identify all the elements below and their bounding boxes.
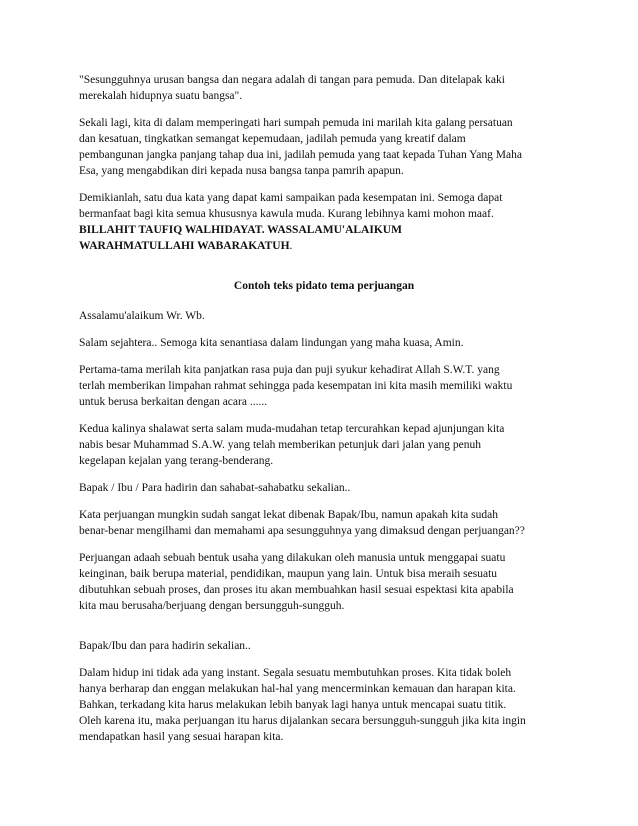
text-line: Oleh karena itu, maka perjuangan itu harus dijalankan secara bersungguh-sungguh jika kita ingin <box>79 715 526 727</box>
text-line: kita mau berusaha/berjuang dengan bersungguh-sungguh. <box>79 600 345 612</box>
closing-salutation-line: WARAHMATULLAHI WABARAKATUH <box>79 240 290 252</box>
paragraph-kata-perjuangan <box>79 507 569 539</box>
document-page <box>79 72 569 745</box>
paragraph-salam <box>79 335 569 351</box>
paragraph-dalam-hidup <box>79 665 569 745</box>
text-line: Salam sejahtera.. Semoga kita senantiasa dalam lindungan yang maha kuasa, Amin. <box>79 337 464 349</box>
text-line: Kedua kalinya shalawat serta salam muda-mudahan tetap tercurahkan kepad ajunjungan kita <box>79 423 505 435</box>
paragraph-bapak-ibu-hadirin <box>79 638 569 654</box>
paragraph-sumpah-pemuda <box>79 115 569 179</box>
closing-period: . <box>289 240 293 252</box>
text-line: Kata perjuangan mungkin sudah sangat lekat dibenak Bapak/Ibu, namun apakah kita sudah <box>79 509 498 521</box>
text-line: Dalam hidup ini tidak ada yang instant. Segala sesuatu membutuhkan proses. Kita tidak boleh <box>79 667 512 679</box>
text-line: keinginan, baik berupa material, pendidikan, maupun yang lain. Untuk bisa meraih sesuatu <box>79 568 498 580</box>
paragraph-bapak-ibu <box>79 480 569 496</box>
text-line: merekalah hidupnya suatu bangsa". <box>79 90 243 102</box>
text-line: Bahkan, terkadang kita harus melakukan lebih banyak lagi hanya untuk mencapai suatu titik. <box>79 699 507 711</box>
closing-salutation-line: BILLAHIT TAUFIQ WALHIDAYAT. WASSALAMU'ALAIKUM <box>79 224 402 236</box>
paragraph-pertama <box>79 362 569 410</box>
text-line: dibutuhkan sebuah proses, dan proses itu akan membuahkan hasil sesuai espektasi kita apabila <box>79 584 514 596</box>
text-line: Perjuangan adaah sebuah bentuk usaha yang dilakukan oleh manusia untuk menggapai suatu <box>79 552 506 564</box>
text-line: Esa, yang mengabdikan diri kepada nusa bangsa tanpa pamrih apapun. <box>79 165 404 177</box>
paragraph-kedua <box>79 421 569 469</box>
section-heading: Contoh teks pidato tema perjuangan <box>233 280 415 292</box>
text-line: dan kesatuan, tingkatkan semangat kepemudaan, jadilah pemuda yang kreatif dalam <box>79 133 466 145</box>
text-line: pembangunan jangka panjang tahap dua ini, jadilah pemuda yang taat kepada Tuhan Yang Maha <box>79 149 522 161</box>
text-line: bermanfaat bagi kita semua khususnya kawula muda. Kurang lebihnya kami mohon maaf. <box>79 208 494 220</box>
text-line: "Sesungguhnya urusan bangsa dan negara adalah di tangan para pemuda. Dan ditelapak kaki <box>79 74 505 86</box>
text-line: nabis besar Muhammad S.A.W. yang telah memberikan petunjuk dari jalan yang penuh <box>79 439 481 451</box>
text-line: terlah memberikan limpahan rahmat sehingga pada kesempatan ini kita masih memiliki waktu <box>79 380 513 392</box>
text-line: untuk berusa berkaitan dengan acara ...... <box>79 396 268 408</box>
text-line: Sekali lagi, kita di dalam memperingati hari sumpah pemuda ini marilah kita galang persatuan <box>79 117 513 129</box>
text-line: Bapak/Ibu dan para hadirin sekalian.. <box>79 640 251 652</box>
text-line: Bapak / Ibu / Para hadirin dan sahabat-sahabatku sekalian.. <box>79 482 351 494</box>
text-line: Demikianlah, satu dua kata yang dapat kami sampaikan pada kesempatan ini. Semoga dapat <box>79 192 503 204</box>
text-line: kegelapan kejalan yang terang-benderang. <box>79 455 274 467</box>
text-line: hanya berharap dan enggan melakukan hal-hal yang mencerminkan kemauan dan harapan kita. <box>79 683 516 695</box>
paragraph-assalamualaikum <box>79 308 569 324</box>
paragraph-perjuangan-definisi <box>79 550 569 614</box>
text-line: mendapatkan hasil yang sesuai harapan kita. <box>79 731 284 743</box>
text-line: benar-benar mengilhami dan memahami apa sesungguhnya yang dimaksud dengan perjuangan?? <box>79 525 525 537</box>
paragraph-closing <box>79 190 569 254</box>
text-line: Assalamu'alaikum Wr. Wb. <box>79 310 205 322</box>
paragraph-quote <box>79 72 569 104</box>
text-line: Pertama-tama merilah kita panjatkan rasa puja dan puji syukur kehadirat Allah S.W.T. yang <box>79 364 500 376</box>
